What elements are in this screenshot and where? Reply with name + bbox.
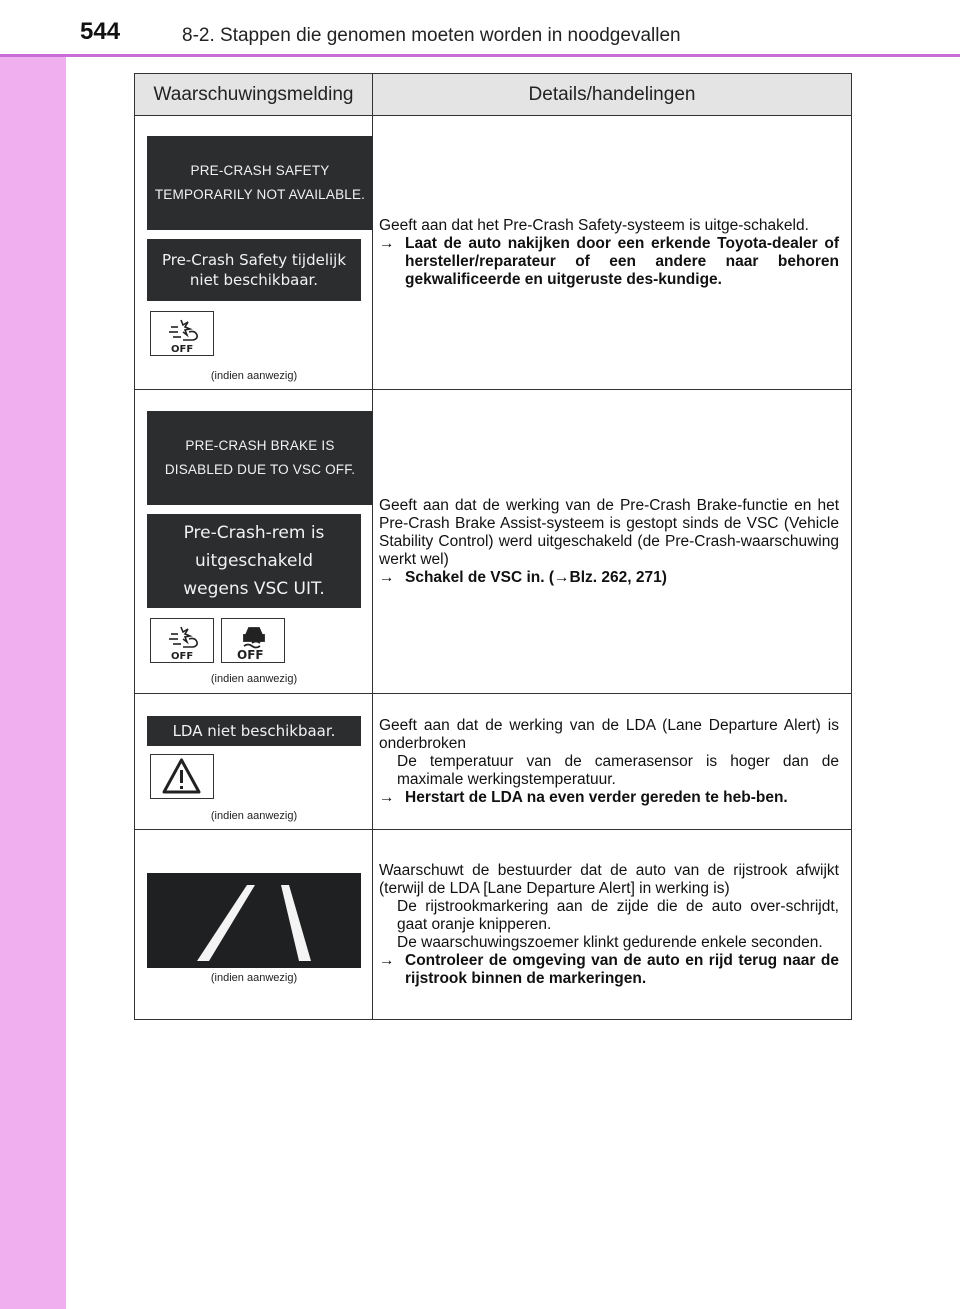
details-cell — [373, 390, 852, 694]
display-message-dutch: LDA niet beschikbaar. — [147, 716, 361, 746]
caption-if-present: (indien aanwezig) — [210, 370, 298, 382]
display-message-dutch: Pre-Crash Safety tijdelijk niet beschikbaar. — [147, 239, 361, 301]
svg-text:OFF: OFF — [171, 344, 194, 354]
message-cell — [135, 830, 373, 1020]
detail-text: De rijstrookmarkering aan de zijde die de auto over-schrijdt, gaat oranje knipperen. — [397, 897, 839, 933]
description-text: Geeft aan dat de werking van de Pre-Crash Brake-functie en het Pre-Crash Brake Assist-systeem is gestopt sinds de VSC (Vehicle Stability Control) werd uitgeschakeld (de Pre-Crash-waarschuwing werkt wel) — [379, 496, 839, 568]
table-row — [135, 694, 852, 830]
details-cell — [373, 116, 852, 390]
svg-text:OFF: OFF — [171, 651, 194, 661]
vsc-off-icon — [221, 618, 285, 663]
detail-text: De waarschuwingszoemer klinkt gedurende enkele seconden. — [397, 933, 823, 951]
action-text: Laat de auto nakijken door een erkende Toyota-dealer of hersteller/reparateur of een andere naar behoren gekwalificeerde en uitgeruste des-kundige. — [405, 234, 839, 288]
description-text: Geeft aan dat de werking van de LDA (Lane Departure Alert) is onderbroken — [379, 716, 839, 752]
action-line — [379, 235, 839, 289]
pcs-off-icon — [150, 618, 214, 663]
details-cell — [373, 830, 852, 1020]
message-cell — [135, 694, 373, 830]
action-line — [379, 952, 839, 988]
action-text: Herstart de LDA na even verder gereden te heb-ben. — [405, 788, 788, 806]
table-row — [135, 830, 852, 1020]
page-number: 544 — [80, 18, 121, 45]
action-text: Controleer de omgeving van de auto en rijd terug naar de rijstrook binnen de markeringen. — [405, 951, 839, 987]
header-rule — [0, 54, 960, 57]
section-title: 8-2. Stappen die genomen moeten worden in noodgevallen — [182, 25, 681, 46]
lane-markings-icon — [147, 873, 361, 968]
display-message-english: PRE-CRASH SAFETY TEMPORARILY NOT AVAILABLE. — [147, 136, 373, 230]
display-message-dutch: Pre-Crash-rem is uitgeschakeld wegens VSC UIT. — [147, 514, 361, 608]
action-line — [379, 569, 839, 587]
action-line — [379, 789, 839, 807]
svg-text:OFF: OFF — [237, 648, 264, 661]
arrow-icon: → — [379, 568, 395, 586]
pcs-off-icon — [150, 311, 214, 356]
caption-if-present: (indien aanwezig) — [210, 673, 298, 685]
message-cell — [135, 390, 373, 694]
page-header — [0, 0, 960, 55]
arrow-icon: → — [379, 234, 395, 252]
action-text: Schakel de VSC in. (→Blz. 262, 271) — [405, 568, 667, 586]
detail-text: De temperatuur van de camerasensor is hoger dan de maximale werkingstemperatuur. — [397, 752, 839, 788]
arrow-icon: → — [379, 951, 395, 969]
display-message-english: PRE-CRASH BRAKE IS DISABLED DUE TO VSC OFF. — [147, 411, 373, 505]
header-details-actions: Details/handelingen — [373, 74, 852, 116]
description-text: Geeft aan dat het Pre-Crash Safety-systeem is uitge-schakeld. — [379, 216, 809, 234]
message-cell — [135, 116, 373, 390]
warning-table — [134, 73, 852, 1020]
warning-triangle-icon — [150, 754, 214, 799]
table-row — [135, 390, 852, 694]
details-cell — [373, 694, 852, 830]
arrow-icon: → — [379, 788, 395, 806]
description-text: Waarschuwt de bestuurder dat de auto van de rijstrook afwijkt (terwijl de LDA [Lane Departure Alert] in werking is) — [379, 861, 839, 897]
header-warning-message: Waarschuwingsmelding — [135, 74, 373, 116]
caption-if-present: (indien aanwezig) — [210, 972, 298, 984]
table-row — [135, 116, 852, 390]
caption-if-present: (indien aanwezig) — [210, 810, 298, 822]
side-color-strip — [0, 0, 66, 1309]
